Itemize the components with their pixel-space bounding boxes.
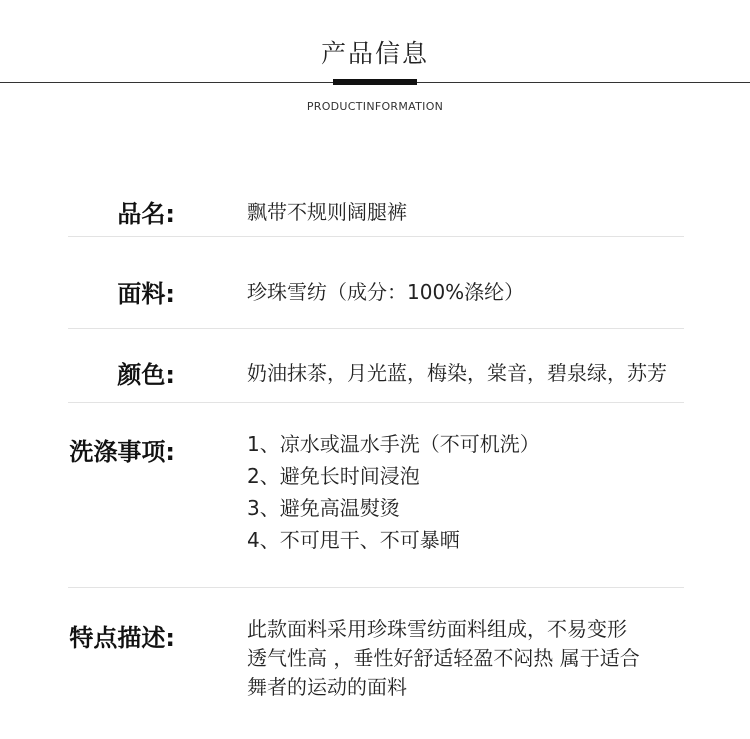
- wash-item: 4、不可甩干、不可暴晒: [247, 528, 460, 552]
- name-label: 品名:: [117, 200, 175, 228]
- features-line: 舞者的运动的面料: [247, 675, 407, 699]
- features-line: 此款面料采用珍珠雪纺面料组成，不易变形: [247, 617, 627, 641]
- wash-label: 洗涤事项:: [69, 438, 175, 466]
- divider: [68, 402, 684, 403]
- divider: [68, 236, 684, 237]
- header-title: 产品信息: [320, 39, 429, 68]
- header-subtitle: PRODUCTINFORMATION: [306, 100, 444, 113]
- name-value: 飘带不规则阔腿裤: [247, 200, 407, 224]
- features-label: 特点描述:: [69, 624, 175, 652]
- wash-list: [247, 428, 540, 556]
- header-accent-bar: [333, 79, 417, 85]
- features-description: [247, 615, 640, 702]
- color-value: 奶油抹茶，月光蓝，梅染，棠音，碧泉绿，苏芳: [247, 361, 667, 385]
- wash-item: 1、凉水或温水手洗（不可机洗）: [247, 432, 540, 456]
- divider: [68, 587, 684, 588]
- wash-item: 2、避免长时间浸泡: [247, 464, 420, 488]
- wash-item: 3、避免高温熨烫: [247, 496, 400, 520]
- divider: [68, 328, 684, 329]
- color-label: 颜色:: [117, 361, 175, 389]
- fabric-value: 珍珠雪纺（成分：100%涤纶）: [247, 280, 525, 304]
- features-line: 透气性高 ，垂性好舒适轻盈不闷热 属于适合: [247, 646, 640, 670]
- fabric-label: 面料:: [117, 280, 175, 308]
